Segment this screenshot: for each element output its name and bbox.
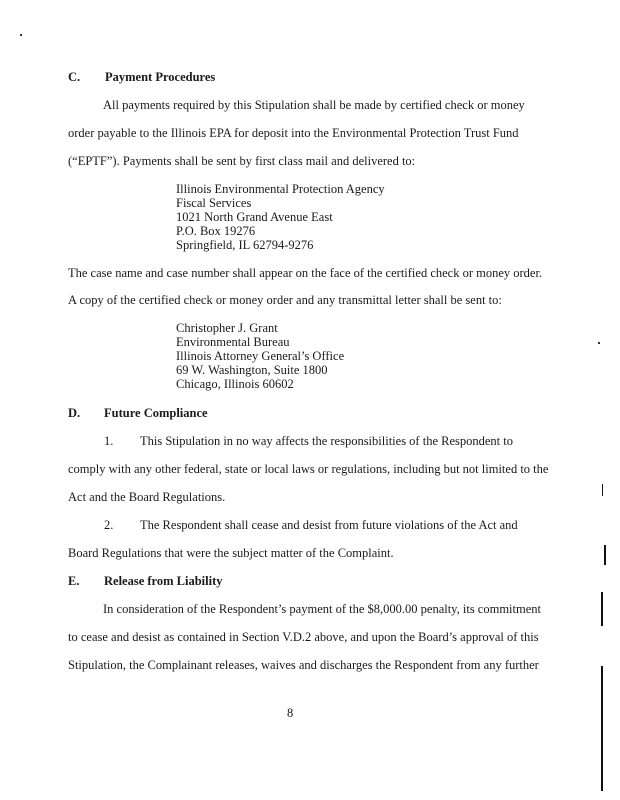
item-2-line-1: The Respondent shall cease and desist from future violations of the Act and (140, 518, 518, 532)
section-d-letter: D. (68, 406, 81, 420)
payee-address-line-1: Illinois Environmental Protection Agency (176, 182, 385, 196)
item-1-line-3: Act and the Board Regulations. (68, 490, 226, 504)
item-1-number: 1. (104, 434, 114, 448)
section-e-para-line-3: Stipulation, the Complainant releases, waives and discharges the Respondent from any further (68, 658, 539, 672)
item-1-line-2: comply with any other federal, state or local laws or regulations, including but not limited to the (68, 462, 549, 476)
payee-address-line-3: 1021 North Grand Avenue East (176, 210, 333, 224)
item-2-line-2: Board Regulations that were the subject matter of the Complaint. (68, 546, 394, 560)
payee-address-line-4: P.O. Box 19276 (176, 224, 256, 238)
copy-address-line-2: Environmental Bureau (176, 335, 290, 349)
section-c-para-line-2: order payable to the Illinois EPA for deposit into the Environmental Protection Trust Fund (68, 126, 519, 140)
copy-instruction-line: A copy of the certified check or money order and any transmittal letter shall be sent to: (68, 293, 502, 307)
section-e-para-line-2: to cease and desist as contained in Section V.D.2 above, and upon the Board’s approval of this (68, 630, 539, 644)
section-e-para-line-1: In consideration of the Respondent’s payment of the $8,000.00 penalty, its commitment (103, 602, 541, 616)
section-c-letter: C. (68, 70, 81, 84)
copy-address-line-1: Christopher J. Grant (176, 321, 278, 335)
section-d-title: Future Compliance (104, 406, 208, 420)
margin-mark (601, 592, 603, 626)
item-1-line-1: This Stipulation in no way affects the responsibilities of the Respondent to (140, 434, 513, 448)
copy-address-line-4: 69 W. Washington, Suite 1800 (176, 363, 328, 377)
margin-mark (604, 545, 606, 565)
payee-address-line-2: Fiscal Services (176, 196, 252, 210)
section-e-title: Release from Liability (104, 574, 223, 588)
scan-speck (20, 34, 22, 36)
scan-speck (598, 342, 600, 344)
case-name-line: The case name and case number shall appear on the face of the certified check or money order. (68, 266, 543, 280)
copy-address-line-3: Illinois Attorney General’s Office (176, 349, 345, 363)
section-c-para-line-3: (“EPTF”). Payments shall be sent by first class mail and delivered to: (68, 154, 416, 168)
item-2-number: 2. (104, 518, 114, 532)
margin-mark (601, 666, 603, 791)
payee-address-line-5: Springfield, IL 62794-9276 (176, 238, 314, 252)
page-number: 8 (287, 706, 294, 720)
copy-address-line-5: Chicago, Illinois 60602 (176, 377, 294, 391)
section-c-title: Payment Procedures (105, 70, 216, 84)
section-e-letter: E. (68, 574, 80, 588)
section-c-para-line-1: All payments required by this Stipulation shall be made by certified check or money (103, 98, 525, 112)
margin-mark (602, 484, 603, 496)
